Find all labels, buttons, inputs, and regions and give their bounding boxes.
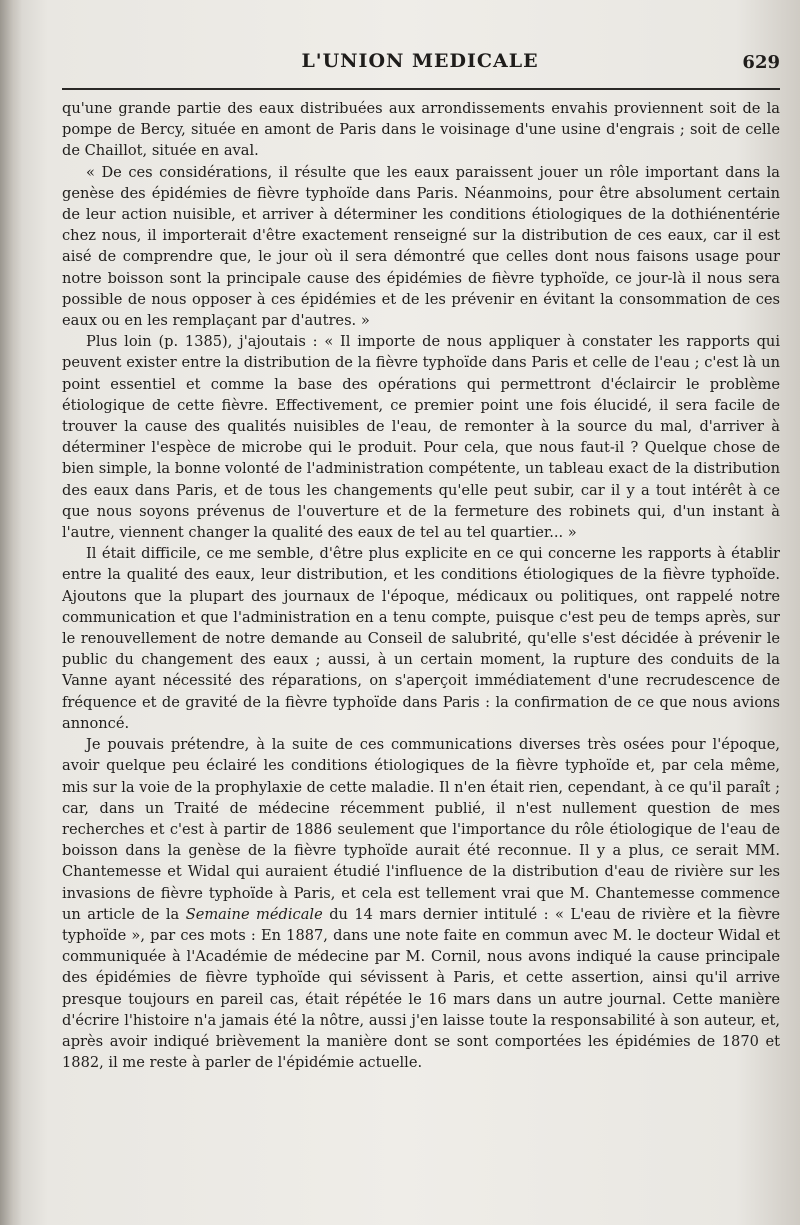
body-text xyxy=(62,98,780,1073)
header-rule xyxy=(62,88,780,90)
paragraph-1: qu'une grande partie des eaux distribuées aux arrondissements envahis proviennent soit de la pompe de Bercy, située en amont de Paris dans le voisinage d'une usine d'engrais ; soit de celle de Chaillot, située en aval. xyxy=(62,100,780,160)
paragraph-3: Plus loin (p. 1385), j'ajoutais : « Il importe de nous appliquer à constater les rapports qui peuvent exister entre la distribution de la fièvre typhoïde dans Paris et celle de l'eau ; c'est là un point essentiel et comme la base des opérations qui permettront d'éclaircir le problème étiologique de cette fièvre. Effectivement, ce premier point une fois élucidé, il sera facile de trouver la cause des qualités nuisibles de l'eau, de remonter à la source du mal, d'arriver à déterminer l'espèce de microbe qui le produit. Pour cela, que nous faut-il ? Quelque chose de bien simple, la bonne volonté de l'administration compétente, un tableau exact de la distribution des eaux dans Paris, et de tous les changements qu'elle peut subir, car il y a tout intérêt à ce que nous soyons prévenus de l'ouverture et de la fermeture des robinets qui, d'un instant à l'autre, viennent changer la qualité des eaux de tel au tel quartier... » xyxy=(62,333,780,542)
journal-title: Semaine médicale xyxy=(185,905,323,923)
page-header xyxy=(60,48,780,82)
running-title: L'UNION MEDICALE xyxy=(301,50,539,72)
paragraph-5 xyxy=(62,734,780,1073)
paragraph-4: Il était difficile, ce me semble, d'être plus explicite en ce qui concerne les rapports à établir entre la qualité des eaux, leur distribution, et les conditions étiologiques de la fièvre typhoïde. Ajoutons que la plupart des journaux de l'époque, médicaux ou politiques, ont rappelé notre communication et que l'administration en a tenu compte, puisque c'est peu de temps après, sur le renouvellement de notre demande au Conseil de salubrité, qu'elle s'est décidée à prévenir le public du changement des eaux ; aussi, à un certain moment, la rupture des conduits de la Vanne ayant nécessité des réparations, on s'aperçoit immédiatement d'une recrudescence de fréquence et de gravité de la fièvre typhoïde dans Paris : la confirmation de ce que nous avions annoncé. xyxy=(62,545,780,732)
paragraph-5-part-b: du 14 mars dernier intitulé : « L'eau de rivière et la fièvre typhoïde », par ces mots : En 1887, dans une note faite en commun avec M. le docteur Widal et communiquée à l'Académie de médecine par M. Cornil, nous avons indiqué la cause principale des épidémies de fièvre typhoïde qui sévissent à Paris, et cette assertion, ainsi qu'il arrive presque toujours en pareil cas, était répétée le 16 mars dans un autre journal. Cette manière d'écrire l'histoire n'a jamais été la nôtre, aussi j'en laisse toute la responsabilité à son auteur, et, après avoir indiqué brièvement la manière dont se sont comportées les épidémies de 1870 et 1882, il me reste à parler de l'épidémie actuelle. xyxy=(62,905,781,1072)
paragraph-2: « De ces considérations, il résulte que les eaux paraissent jouer un rôle important dans la genèse des épidémies de fièvre typhoïde dans Paris. Néanmoins, pour être absolument certain de leur action nuisible, et arriver à déterminer les conditions étiologiques de la dothiénentérie chez nous, il importerait d'être exactement renseigné sur la distribution de ces eaux, car il est aisé de comprendre que, le jour où il sera démontré que celles dont nous faisons usage pour notre boisson sont la principale cause des épidémies de fièvre typhoïde, ce jour-là il nous sera possible de nous opposer à ces épidémies et de les prévenir en évitant la consommation de ces eaux ou en les remplaçant par d'autres. » xyxy=(62,163,780,330)
binding-shadow xyxy=(0,0,22,1225)
page-number: 629 xyxy=(742,52,780,73)
paragraph-5-part-a: Je pouvais prétendre, à la suite de ces communications diverses très osées pour l'époque, avoir quelque peu éclairé les conditions étiologiques de la fièvre typhoïde et, par cela même, mis sur la voie de la prophylaxie de cette maladie. Il n'en était rien, cependant, à ce qu'il paraît ; car, dans un Traité de médecine récemment publié, il n'est nullement question de mes recherches et c'est à partir de 1886 seulement que l'importance du rôle étiologique de l'eau de boisson dans la genèse de la fièvre typhoïde aurait été reconnue. Il y a plus, ce serait MM. Chantemesse et Widal qui auraient étudié l'influence de la distribution d'eau de rivière sur les invasions de fièvre typhoïde à Paris, et cela est tellement vrai que M. Chantemesse commence un article de la xyxy=(62,736,780,923)
